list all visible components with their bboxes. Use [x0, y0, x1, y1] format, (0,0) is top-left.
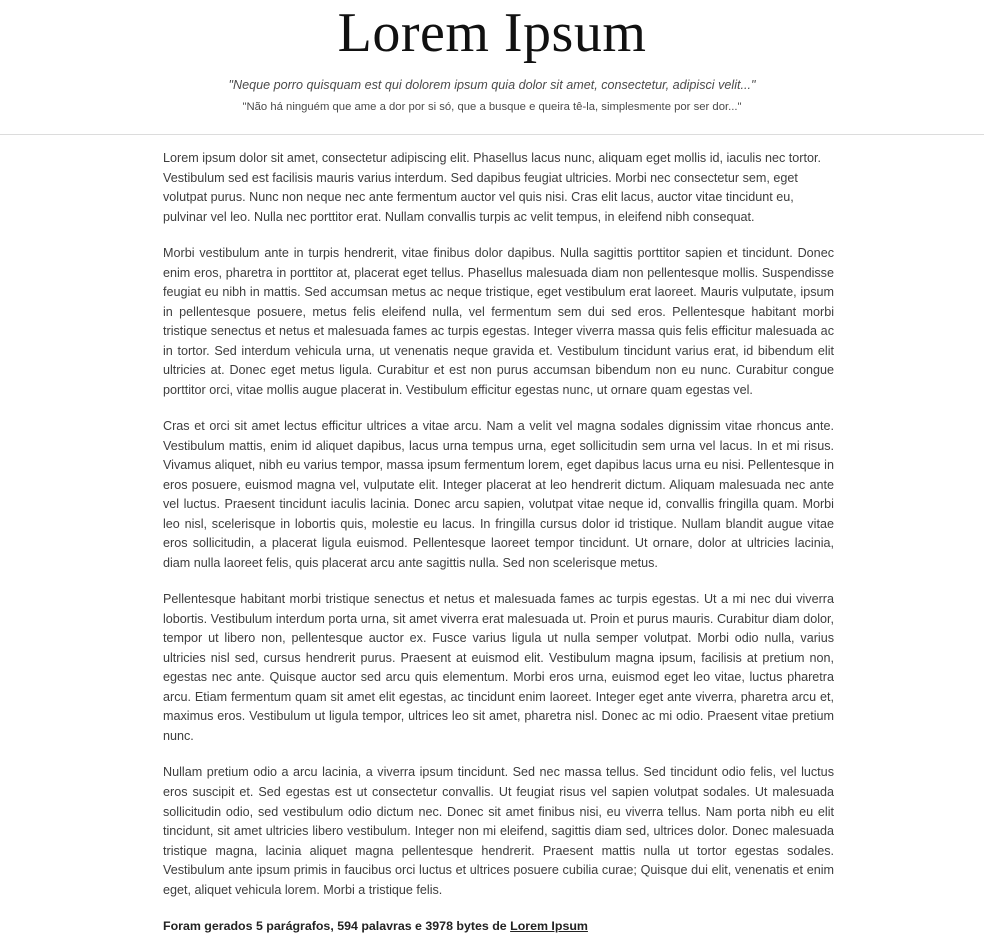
quote-portuguese: "Não há ninguém que ame a dor por si só, que a busque e queira tê-la, simplesmente por ser dor..." — [242, 100, 742, 113]
quote-block — [0, 77, 984, 124]
article-body — [0, 135, 984, 936]
quote-latin: "Neque porro quisquam est qui dolorem ipsum quia dolor sit amet, consectetur, adipisci velit..." — [228, 77, 756, 92]
paragraph: Cras et orci sit amet lectus efficitur ultrices a vitae arcu. Nam a velit vel magna sodales dignissim vitae rhoncus ante. Vestibulum mattis, enim id aliquet dapibus, lacus urna tempus urna, eget sollicitudin sem urna vel lacus. In et mi risus. Vivamus aliquet, nibh eu varius tempor, massa ipsum fermentum lorem, eget dapibus lacus urna eu nisi. Pellentesque in eros posuere, euismod magna vel, vulputate elit. Integer placerat at leo hendrerit dictum. Aliquam malesuada nec ante vel luctus. Praesent tincidunt iaculis lacinia. Donec arcu sapien, volutpat vitae neque id, convallis fringilla quam. Morbi leo nisl, scelerisque in lobortis quis, molestie eu lacus. In fringilla cursus dolor id tristique. Nullam blandit augue vitae eros sollicitudin, a placerat ligula euismod. Pellentesque laoreet tempor tincidunt. Ut ornare, dolor at ultricies lacinia, diam nulla laoreet felis, quis placerat arcu ante sagittis nulla. Sed non scelerisque metus. — [163, 419, 834, 570]
paragraph: Pellentesque habitant morbi tristique senectus et netus et malesuada fames ac turpis egestas. Ut a mi nec dui viverra lobortis. Vestibulum interdum porta urna, sit amet viverra erat malesuada ut. Proin et purus mauris. Curabitur diam dolor, tempor ut libero non, pellentesque auctor ex. Fusce varius ligula ut nulla semper volutpat. Morbi odio nulla, varius ultricies nisl sed, cursus hendrerit purus. Praesent at euismod elit. Vestibulum magna ipsum, facilisis at pretium non, egestas nec ante. Quisque auctor sed arcu quis elementum. Morbi eros urna, euismod eget leo vitae, luctus pharetra arcu. Etiam fermentum quam sit amet elit egestas, ac tincidunt enim laoreet. Integer eget ante viverra, pharetra arcu et, maximus eros. Vestibulum ut ligula tempor, ultrices leo sit amet, pharetra nisl. Donec ac mi odio. Praesent vitae pretium nunc. — [163, 592, 834, 743]
page-title: Lorem Ipsum — [337, 2, 647, 64]
lorem-ipsum-link[interactable]: Lorem Ipsum — [510, 919, 588, 934]
paragraph: Nullam pretium odio a arcu lacinia, a viverra ipsum tincidunt. Sed nec massa tellus. Sed tincidunt odio felis, vel luctus eros suscipit et. Sed egestas est ut consectetur convallis. Ut feugiat risus vel sapien volutpat sodales. Ut malesuada sollicitudin odio, sed vestibulum odio dictum nec. Donec sit amet finibus nisi, eu viverra tellus. Nam porta nibh eu elit tincidunt, sit amet ultricies libero vestibulum. Integer non mi eleifend, sagittis diam sed, ultrices dolor. Donec malesuada tristique magna, lacinia aliquet magna pellentesque hendrerit. Praesent mattis nulla ut tortor egestas sodales. Vestibulum ante ipsum primis in faucibus orci luctus et ultrices posuere cubilia curae; Quisque dui elit, venenatis et enim eget, aliquet vehicula lorem. Morbi a tristique felis. — [163, 765, 834, 897]
generation-summary — [163, 917, 834, 936]
generation-summary-text: Foram gerados 5 parágrafos, 594 palavras e 3978 bytes de — [163, 919, 511, 934]
masthead — [0, 0, 984, 135]
paragraph: Morbi vestibulum ante in turpis hendrerit, vitae finibus dolor dapibus. Nulla sagittis porttitor sapien et tincidunt. Donec enim eros, pharetra in porttitor at, placerat eget tellus. Phasellus malesuada diam non pellentesque mollis. Suspendisse feugiat eu nibh in mattis. Sed accumsan metus ac neque tristique, eget vestibulum erat laoreet. Mauris vulputate, ipsum in pellentesque posuere, metus felis eleifend nulla, vel fermentum sem dui sed eros. Pellentesque habitant morbi tristique senectus et netus et malesuada fames ac turpis egestas. Integer viverra massa quis felis efficitur malesuada ac in tortor. Sed interdum vehicula urna, ut venenatis neque gravida et. Vestibulum tincidunt varius erat, id bibendum elit ultricies at. Donec eget metus ligula. Curabitur et est non purus accumsan bibendum non eu nunc. Curabitur congue porttitor orci, vitae mollis augue placerat in. Vestibulum efficitur egestas nunc, ut ornare quam egestas vel. — [163, 246, 834, 397]
paragraph: Lorem ipsum dolor sit amet, consectetur adipiscing elit. Phasellus lacus nunc, aliquam eget mollis id, iaculis nec tortor. Vestibulum sed est facilisis mauris varius interdum. Sed dapibus feugiat ultricies. Morbi nec consectetur sem, eget volutpat purus. Nunc non neque nec ante fermentum auctor vel quis nisi. Cras elit lacus, auctor vitae tincidunt eu, pulvinar vel leo. Nulla nec porttitor erat. Nullam convallis turpis ac velit tempus, in eleifend nibh consequat. — [163, 151, 821, 224]
